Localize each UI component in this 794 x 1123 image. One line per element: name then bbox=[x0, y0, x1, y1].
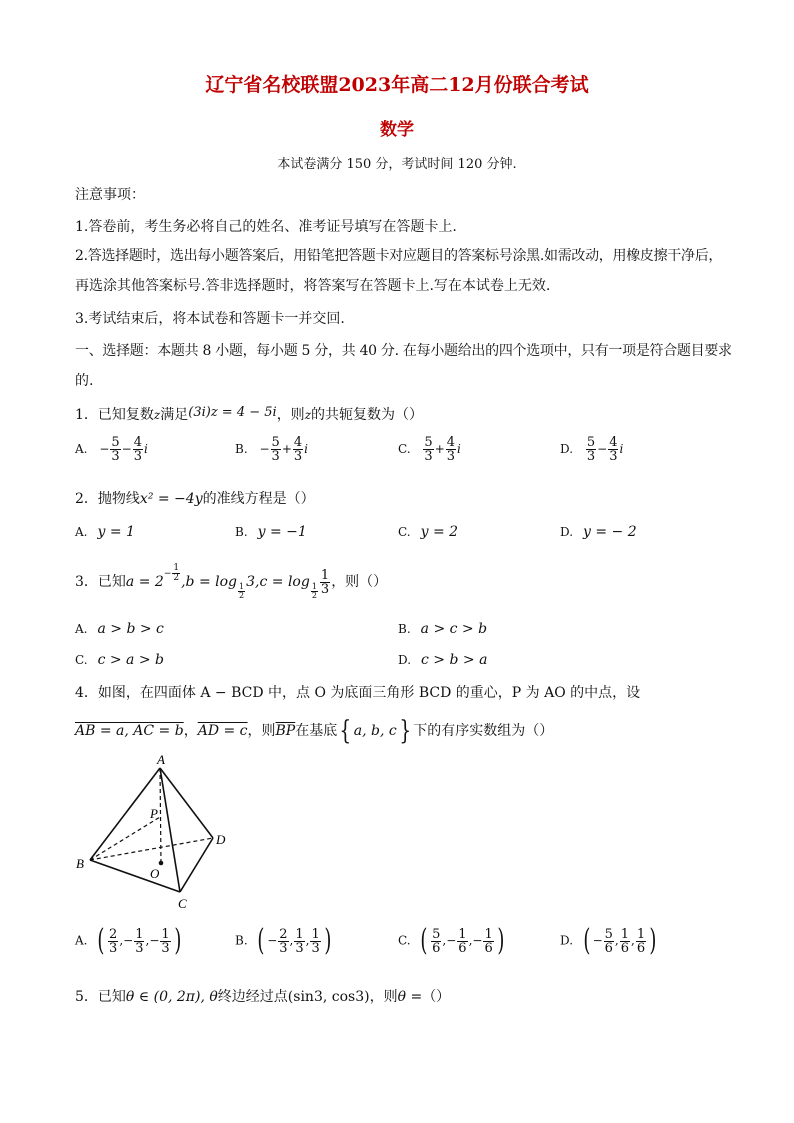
q4-option-b bbox=[235, 923, 333, 958]
fraction-numerator: 4 bbox=[133, 435, 142, 450]
left-paren: ( bbox=[583, 923, 591, 958]
fraction-denominator: 3 bbox=[424, 449, 433, 464]
q3-c-base-num: 1 bbox=[311, 582, 317, 591]
right-paren: ) bbox=[497, 923, 505, 958]
option-comma: , bbox=[145, 933, 150, 948]
q3-exponent bbox=[164, 564, 181, 583]
fraction-denominator: 3 bbox=[446, 449, 456, 464]
option-text: c > a > b bbox=[97, 652, 164, 668]
option-text: y = −1 bbox=[257, 524, 307, 540]
question-5 bbox=[75, 986, 450, 1006]
option-comma: , bbox=[119, 933, 124, 948]
fraction-numerator: 1 bbox=[295, 926, 304, 942]
q1-equation: (3i)z = 4 − 5i bbox=[188, 405, 277, 420]
option-fraction-imag bbox=[446, 436, 456, 463]
q5-condition: θ ∈ (0, 2π), θ bbox=[125, 989, 218, 1005]
exam-info: 本试卷满分 150 分，考试时间 120 分钟. bbox=[277, 157, 517, 172]
q1-post1: ，则 bbox=[276, 407, 305, 423]
option-fraction-imag bbox=[133, 436, 143, 463]
fraction-denominator: 3 bbox=[295, 940, 304, 956]
fraction-denominator: 3 bbox=[161, 940, 170, 956]
option-text: y = 1 bbox=[97, 524, 135, 540]
fraction-denominator: 3 bbox=[311, 940, 320, 956]
fraction-denominator: 3 bbox=[279, 940, 288, 956]
q2-post: 的准线方程是（） bbox=[202, 491, 315, 507]
option-letter: C. bbox=[398, 933, 411, 948]
option-comma: , bbox=[631, 933, 635, 948]
option-operator: + bbox=[281, 442, 292, 456]
question-3 bbox=[75, 564, 387, 600]
q5-theta: θ = bbox=[397, 989, 423, 1005]
option-d bbox=[560, 436, 623, 463]
option-sign: − bbox=[267, 933, 278, 948]
fraction-numerator: 2 bbox=[109, 926, 118, 942]
option-fraction bbox=[108, 928, 118, 955]
option-letter: B. bbox=[235, 442, 248, 456]
note-item: 再选涂其他答案标号.答非选择题时，将答案写在答题卡上.写在本试卷上无效. bbox=[75, 278, 551, 294]
q4-vector-ad: AD = c bbox=[197, 723, 248, 739]
option-imag-unit: i bbox=[304, 442, 308, 456]
option-c bbox=[398, 436, 461, 463]
q4-option-d bbox=[560, 923, 659, 958]
label-o: O bbox=[150, 866, 160, 881]
left-paren: ( bbox=[97, 923, 105, 958]
option-comma: , bbox=[289, 933, 294, 948]
option-gap bbox=[573, 442, 577, 456]
option-sign: − bbox=[472, 933, 483, 948]
option-comma: , bbox=[614, 933, 619, 948]
q2-option-d bbox=[560, 524, 637, 540]
q3-option-c bbox=[75, 652, 164, 668]
q3-post: ，则（） bbox=[331, 574, 388, 590]
option-fraction bbox=[604, 928, 614, 955]
option-letter: A. bbox=[75, 622, 88, 636]
q3-c: 3,c = log bbox=[246, 574, 310, 590]
label-b: B bbox=[76, 856, 84, 871]
exam-title: 辽宁省名校联盟2023年高二12月份联合考试 bbox=[205, 74, 589, 96]
edge-bc bbox=[90, 860, 180, 892]
fraction-denominator: 3 bbox=[293, 449, 303, 464]
tetrahedron-figure bbox=[70, 752, 240, 912]
fraction-numerator: 1 bbox=[620, 926, 630, 942]
option-sign: − bbox=[149, 933, 160, 948]
option-imag-unit: i bbox=[457, 442, 461, 456]
label-d: D bbox=[216, 832, 226, 847]
q4-post: 下的有序实数组为（） bbox=[413, 723, 554, 739]
option-fraction-real bbox=[586, 436, 596, 463]
fraction-denominator: 6 bbox=[432, 940, 441, 956]
option-imag-unit: i bbox=[619, 442, 624, 456]
option-fraction bbox=[134, 928, 144, 955]
option-letter: C. bbox=[398, 525, 411, 539]
option-letter: D. bbox=[560, 933, 574, 948]
option-fraction bbox=[278, 928, 288, 955]
option-a bbox=[75, 436, 148, 463]
fraction-denominator: 6 bbox=[604, 940, 613, 956]
option-fraction bbox=[483, 928, 493, 955]
fraction-numerator: 4 bbox=[293, 435, 303, 450]
option-letter: B. bbox=[235, 525, 248, 539]
q2-option-c bbox=[398, 524, 458, 540]
option-imag-unit: i bbox=[144, 442, 148, 456]
q5-end: （） bbox=[422, 989, 451, 1005]
segment-ao bbox=[160, 768, 161, 864]
q3-c-arg-num: 1 bbox=[320, 567, 330, 583]
option-text: y = − 2 bbox=[583, 524, 637, 540]
q1-post2: 的共轭复数为（） bbox=[311, 407, 424, 423]
option-operator: + bbox=[434, 442, 445, 456]
option-gap bbox=[248, 442, 252, 456]
option-gap bbox=[411, 442, 415, 456]
fraction-denominator: 6 bbox=[458, 940, 467, 956]
option-fraction bbox=[431, 928, 441, 955]
option-fraction-real bbox=[110, 436, 120, 463]
fraction-denominator: 3 bbox=[135, 940, 144, 956]
fraction-denominator: 6 bbox=[636, 940, 646, 956]
fraction-numerator: 1 bbox=[135, 926, 144, 942]
q1-mid: 满足 bbox=[160, 407, 189, 423]
edge-ac bbox=[160, 768, 180, 892]
option-gap bbox=[87, 442, 91, 456]
fraction-numerator: 5 bbox=[432, 926, 441, 942]
q5-prefix: 5．已知 bbox=[75, 989, 126, 1005]
fraction-numerator: 5 bbox=[424, 435, 433, 450]
q1-z: z bbox=[153, 408, 161, 422]
label-p: P bbox=[150, 806, 158, 821]
q4-basis-label: 在基底 bbox=[295, 723, 338, 739]
option-fraction bbox=[457, 928, 467, 955]
option-comma: , bbox=[442, 933, 447, 948]
option-letter: D. bbox=[398, 653, 412, 667]
q3-b-base-num: 1 bbox=[239, 582, 245, 591]
q3-prefix: 3．已知 bbox=[75, 574, 126, 590]
fraction-numerator: 5 bbox=[271, 435, 280, 450]
option-sign: − bbox=[446, 933, 457, 948]
option-comma: , bbox=[468, 933, 473, 948]
edge-ad bbox=[160, 768, 213, 838]
option-letter: C. bbox=[398, 442, 411, 456]
fraction-denominator: 6 bbox=[484, 940, 493, 956]
q3-c-base bbox=[311, 583, 318, 600]
subject-title: 数学 bbox=[380, 120, 414, 140]
right-paren: ) bbox=[649, 923, 657, 958]
q3-exp-den: 2 bbox=[173, 573, 180, 583]
q4-sep: ， bbox=[183, 723, 198, 739]
option-gap bbox=[87, 934, 91, 948]
section-instruction: 一、选择题：本题共 8 小题，每小题 5 分，共 40 分. 在每小题给出的四个选项中，只有一项是符合题目要求 bbox=[75, 343, 732, 359]
option-text: c > b > a bbox=[421, 652, 488, 668]
fraction-numerator: 5 bbox=[604, 926, 613, 942]
left-paren: ( bbox=[257, 923, 265, 958]
option-text: y = 2 bbox=[420, 524, 459, 540]
question-4: 4．如图，在四面体 A − BCD 中，点 O 为底面三角形 BCD 的重心，P 为 AO 的中点，设 bbox=[75, 685, 641, 701]
option-letter: D. bbox=[560, 442, 574, 456]
q4-vectors-ab-ac: AB = a, AC = b bbox=[75, 723, 184, 739]
section-instruction-end: 的. bbox=[75, 373, 94, 389]
fraction-numerator: 4 bbox=[446, 435, 456, 450]
q4-option-c bbox=[398, 923, 506, 958]
right-paren: ) bbox=[174, 923, 182, 958]
option-fraction-real bbox=[271, 436, 281, 463]
q3-c-arg-den: 3 bbox=[320, 581, 330, 597]
question-2 bbox=[75, 488, 315, 508]
label-a: A bbox=[157, 752, 165, 767]
fraction-numerator: 1 bbox=[458, 926, 467, 942]
q1-prefix: 1．已知复数 bbox=[75, 407, 154, 423]
fraction-denominator: 3 bbox=[271, 449, 280, 464]
q5-point: (sin3, cos3) bbox=[287, 989, 370, 1005]
q3-option-a bbox=[75, 621, 164, 637]
q3-b-base-den: 2 bbox=[239, 591, 245, 600]
option-operator: − bbox=[597, 442, 608, 456]
option-sign: − bbox=[123, 933, 134, 948]
fraction-numerator: 5 bbox=[586, 435, 596, 450]
fraction-numerator: 1 bbox=[484, 926, 493, 942]
option-fraction bbox=[636, 928, 646, 955]
q4-then: ，则 bbox=[247, 723, 276, 739]
option-operator: − bbox=[121, 442, 132, 456]
option-gap bbox=[248, 934, 252, 948]
fraction-numerator: 4 bbox=[609, 435, 618, 450]
q4-option-a bbox=[75, 923, 183, 958]
note-item: 3.考试结束后，将本试卷和答题卡一并交回. bbox=[75, 311, 345, 327]
option-b bbox=[235, 436, 308, 463]
option-comma: , bbox=[305, 933, 310, 948]
option-letter: A. bbox=[75, 442, 88, 456]
option-letter: B. bbox=[398, 622, 411, 636]
q3-option-b bbox=[398, 621, 487, 637]
q4-brace-left: { bbox=[339, 716, 352, 746]
option-gap bbox=[573, 934, 577, 948]
label-c: C bbox=[178, 896, 187, 911]
option-fraction-imag bbox=[293, 436, 303, 463]
option-letter: C. bbox=[75, 653, 88, 667]
q3-b-base bbox=[238, 583, 245, 600]
left-paren: ( bbox=[420, 923, 428, 958]
notes-heading: 注意事项： bbox=[75, 187, 145, 203]
q4-brace-right: } bbox=[399, 716, 411, 746]
fraction-numerator: 1 bbox=[636, 926, 646, 942]
option-fraction bbox=[310, 928, 320, 955]
note-item: 1.答卷前，考生务必将自己的姓名、准考证号填写在答题卡上. bbox=[75, 219, 457, 235]
fraction-denominator: 3 bbox=[609, 449, 618, 464]
q2-equation: x² = −4y bbox=[139, 491, 203, 507]
fraction-numerator: 5 bbox=[111, 435, 120, 450]
fraction-denominator: 3 bbox=[109, 940, 118, 956]
option-letter: D. bbox=[560, 525, 574, 539]
edge-cd bbox=[180, 838, 213, 892]
option-letter: B. bbox=[235, 933, 248, 948]
option-fraction bbox=[620, 928, 630, 955]
q3-c-base-den: 2 bbox=[311, 591, 317, 600]
q4-vector-bp: $\overline{BP}$ bbox=[275, 723, 296, 739]
q5-post: ，则 bbox=[369, 989, 398, 1005]
point-o bbox=[159, 861, 164, 866]
option-sign: − bbox=[592, 933, 603, 948]
option-text: a > c > b bbox=[420, 621, 488, 637]
fraction-denominator: 3 bbox=[111, 449, 120, 464]
q3-option-d bbox=[398, 652, 487, 668]
note-item: 2.答选择题时，选出每小题答案后，用铅笔把答题卡对应题目的答案标号涂黑.如需改动，用橡皮擦干净后， bbox=[75, 248, 723, 264]
q4-basis: a, b, c bbox=[353, 723, 397, 739]
option-fraction-imag bbox=[608, 436, 618, 463]
fraction-denominator: 3 bbox=[586, 449, 596, 464]
question-1 bbox=[75, 404, 423, 424]
right-paren: ) bbox=[324, 923, 332, 958]
q3-exp-num: 1 bbox=[173, 563, 180, 573]
option-text: a > b > c bbox=[97, 621, 164, 637]
question-4-line2 bbox=[75, 716, 553, 746]
q3-b: ,b = log bbox=[181, 574, 238, 590]
q3-exp-frac bbox=[172, 564, 180, 583]
option-sign: − bbox=[99, 442, 110, 456]
q2-prefix: 2．抛物线 bbox=[75, 491, 140, 507]
q1-z2: z bbox=[304, 408, 312, 422]
fraction-numerator: 1 bbox=[311, 926, 320, 942]
option-sign: − bbox=[259, 442, 270, 456]
option-fraction-real bbox=[423, 436, 433, 463]
q5-mid: 终边经过点 bbox=[217, 989, 288, 1005]
q2-option-b bbox=[235, 524, 307, 540]
q3-a: a = 2 bbox=[125, 574, 164, 590]
option-fraction bbox=[294, 928, 304, 955]
fraction-denominator: 3 bbox=[133, 449, 142, 464]
fraction-numerator: 1 bbox=[161, 926, 170, 942]
option-letter: A. bbox=[75, 525, 88, 539]
option-gap bbox=[411, 934, 415, 948]
q3-exp-sign: − bbox=[163, 569, 172, 579]
fraction-denominator: 6 bbox=[620, 940, 630, 956]
q3-c-arg bbox=[320, 569, 330, 596]
option-fraction bbox=[160, 928, 170, 955]
q2-option-a bbox=[75, 524, 135, 540]
option-letter: A. bbox=[75, 933, 88, 948]
fraction-numerator: 2 bbox=[279, 926, 288, 942]
